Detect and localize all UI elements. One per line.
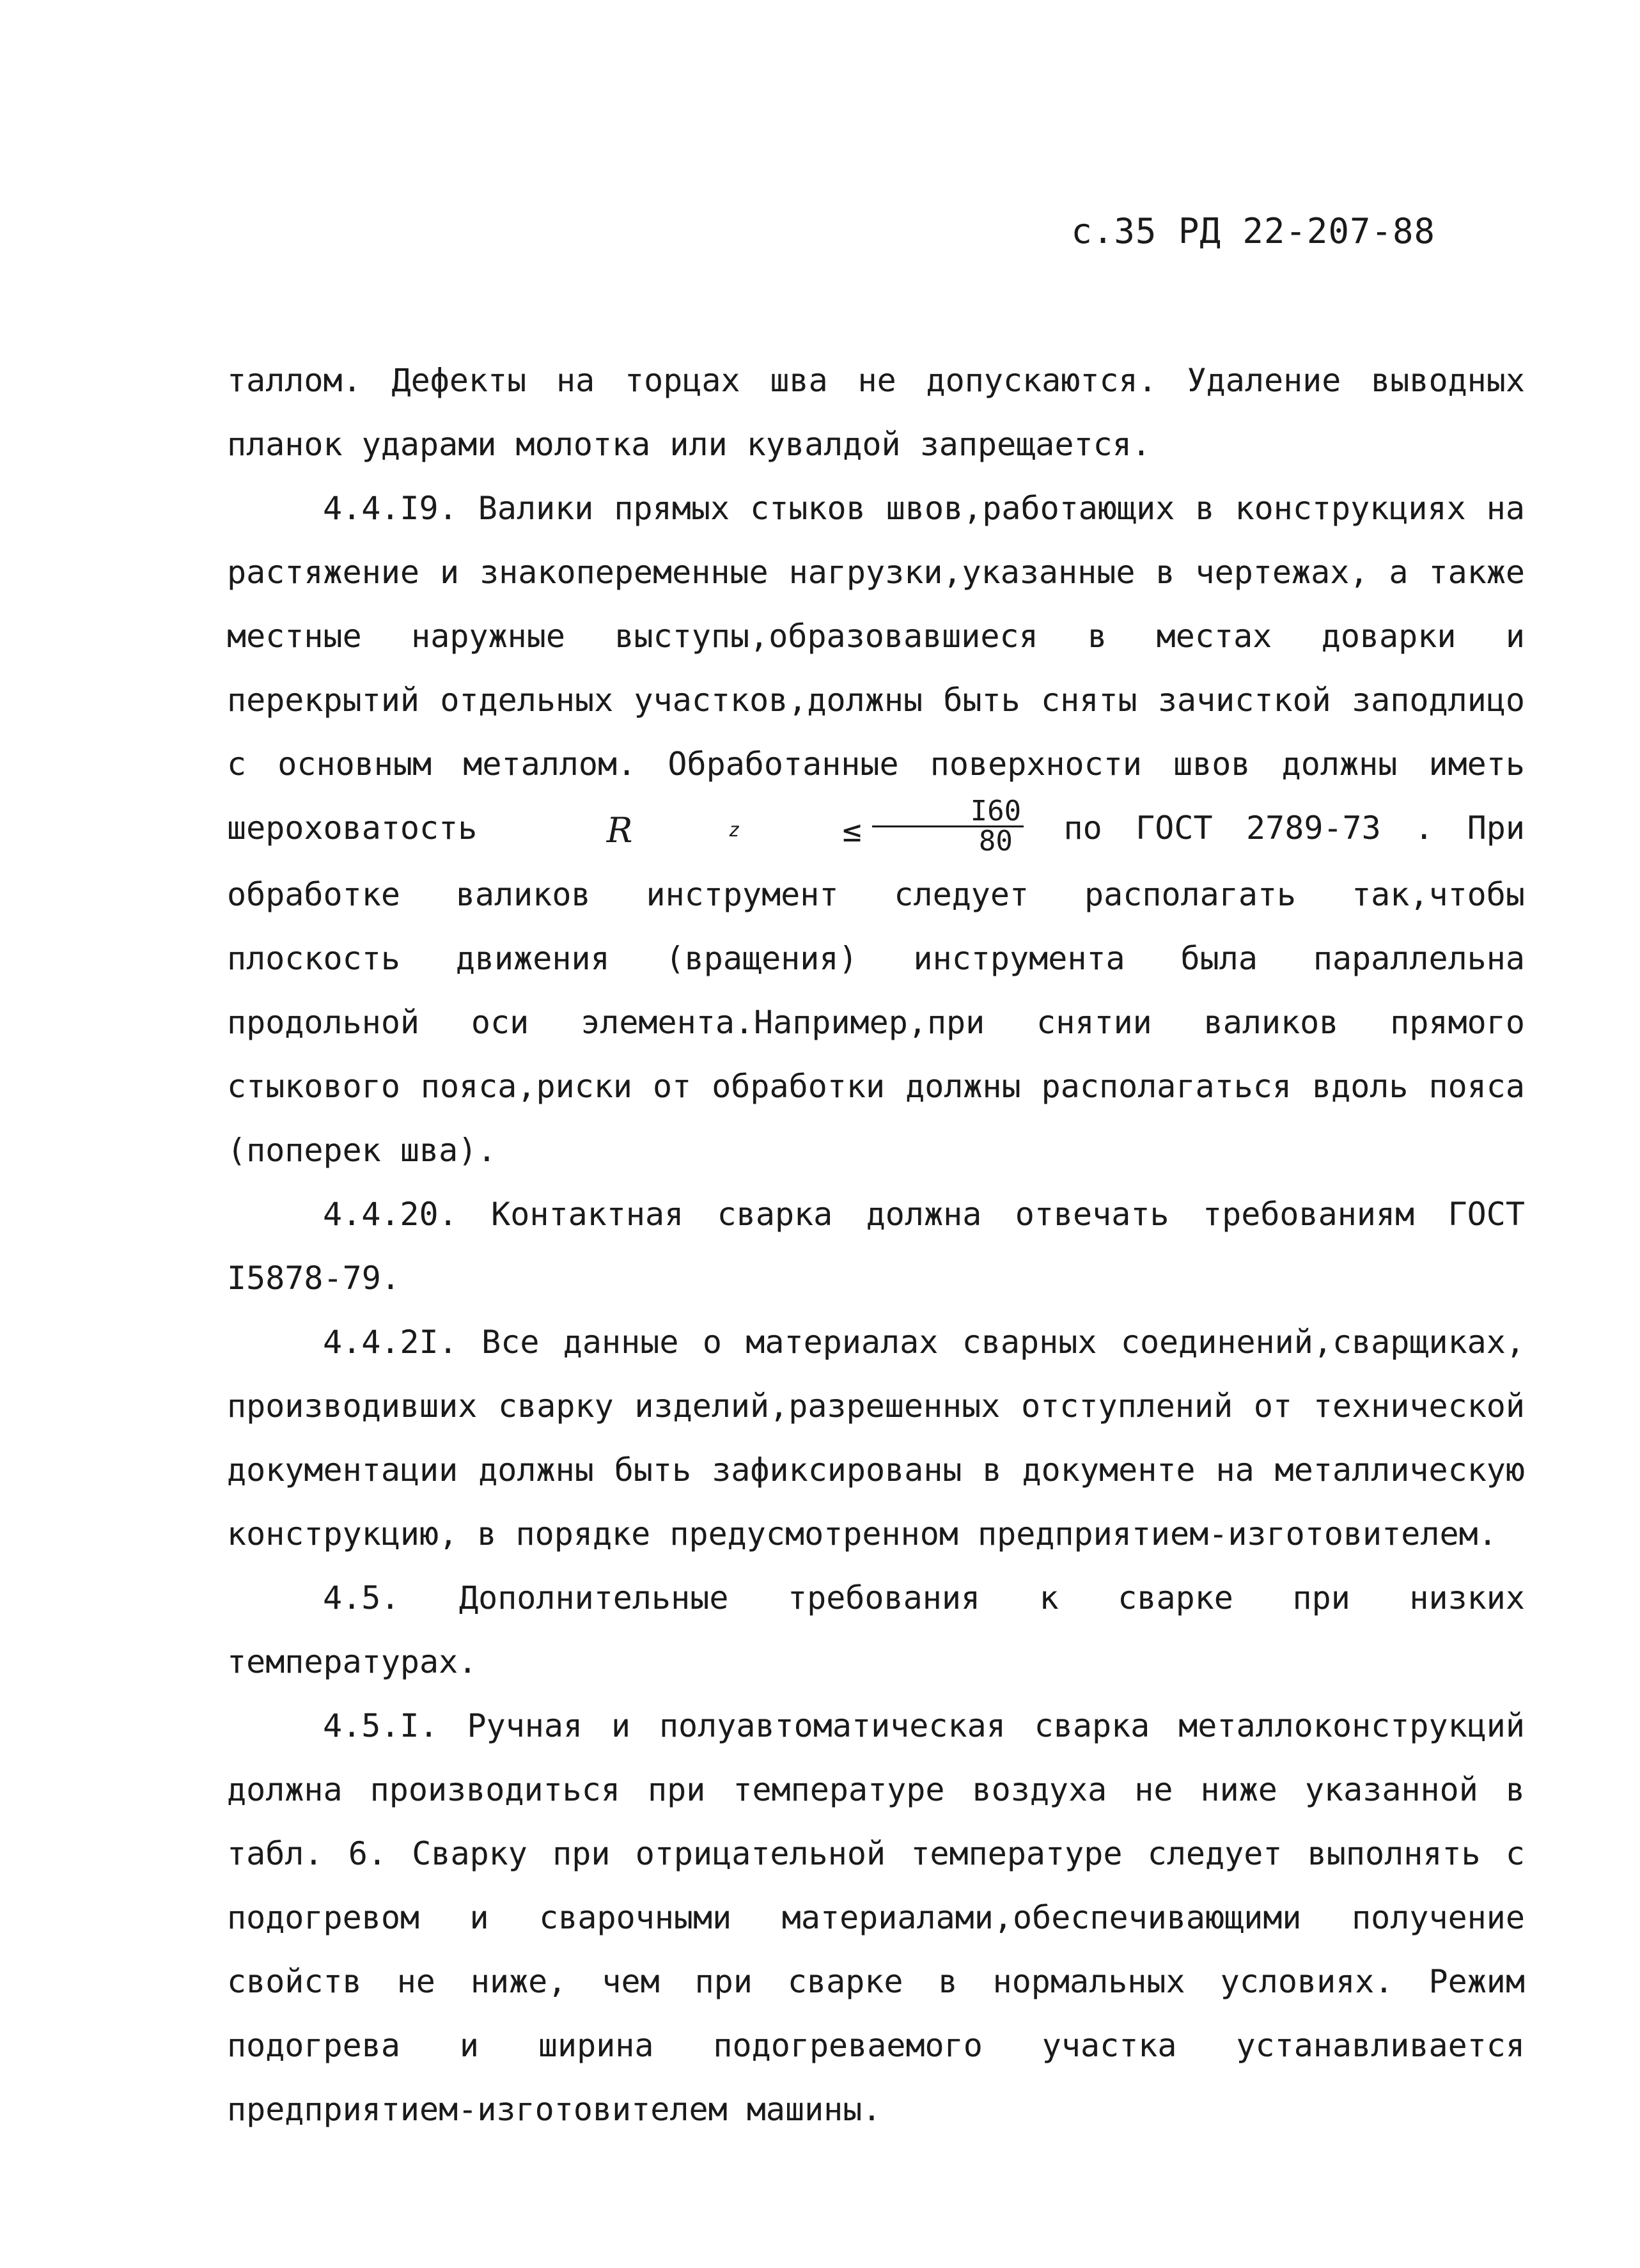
- roughness-formula: [511, 795, 1030, 863]
- paragraph-4-4-21: 4.4.2I. Все данные о материалах сварных соединений,сварщиках, производивших сварку изделий,разрешенных отступлений от технической документации должны быть зафиксированы в документе на металлическую конструкцию, в порядке предусмотренном предприятием-изготовителем.: [227, 1323, 1525, 1552]
- paragraph-4-4-19: [227, 476, 1525, 1182]
- formula-subscript: z: [728, 818, 740, 841]
- formula-denominator: 80: [978, 825, 1013, 857]
- formula-fraction: [872, 797, 1024, 856]
- document-body: [227, 348, 1525, 2141]
- formula-relation: ≤: [842, 811, 862, 849]
- page-header: с.35 РД 22-207-88: [1071, 211, 1435, 251]
- formula-symbol: R: [606, 809, 633, 850]
- formula-numerator: I60: [872, 797, 1024, 827]
- paragraph-continuation: таллом. Дефекты на торцах шва не допускаются. Удаление выводных планок ударами молотка или кувалдой запрещается.: [227, 362, 1525, 463]
- paragraph-4-4-19-tail: по ГОСТ 2789-73 . При обработке валиков инструмент следует располагать так,чтобы плоскость движения (вращения) инструмента была параллельна продольной оси элемента.Например,при снятии валиков прямого стыкового пояса,риски от обработки должны располагаться вдоль пояса (поперек шва).: [227, 809, 1526, 1169]
- paragraph-4-5-1: 4.5.I. Ручная и полуавтоматическая сварка металлоконструкций должна производиться при температуре воздуха не ниже указанной в табл. 6. Сварку при отрицательной температуре следует выполнять с подогревом и сварочными материалами,обеспечивающими получение свойств не ниже, чем при сварке в нормальных условиях. Режим подогрева и ширина подогреваемого участка устанавливается предприятием-изготовителем машины.: [227, 1707, 1525, 2128]
- paragraph-4-4-19-text: 4.4.I9. Валики прямых стыков швов,работающих в конструкциях на растяжение и знакопеременные нагрузки,указанные в чертежах, а также местные наружные выступы,образовавшиеся в местах доварки и перекрытий отдельных участков,должны быть сняты зачисткой заподлицо с основным металлом. Обработанные поверхности швов должны иметь шероховатость: [227, 490, 1525, 847]
- paragraph-4-4-20: 4.4.20. Контактная сварка должна отвечать требованиям ГОСТ I5878-79.: [227, 1195, 1525, 1297]
- section-heading-4-5: 4.5. Дополнительные требования к сварке при низких температурах.: [227, 1579, 1525, 1680]
